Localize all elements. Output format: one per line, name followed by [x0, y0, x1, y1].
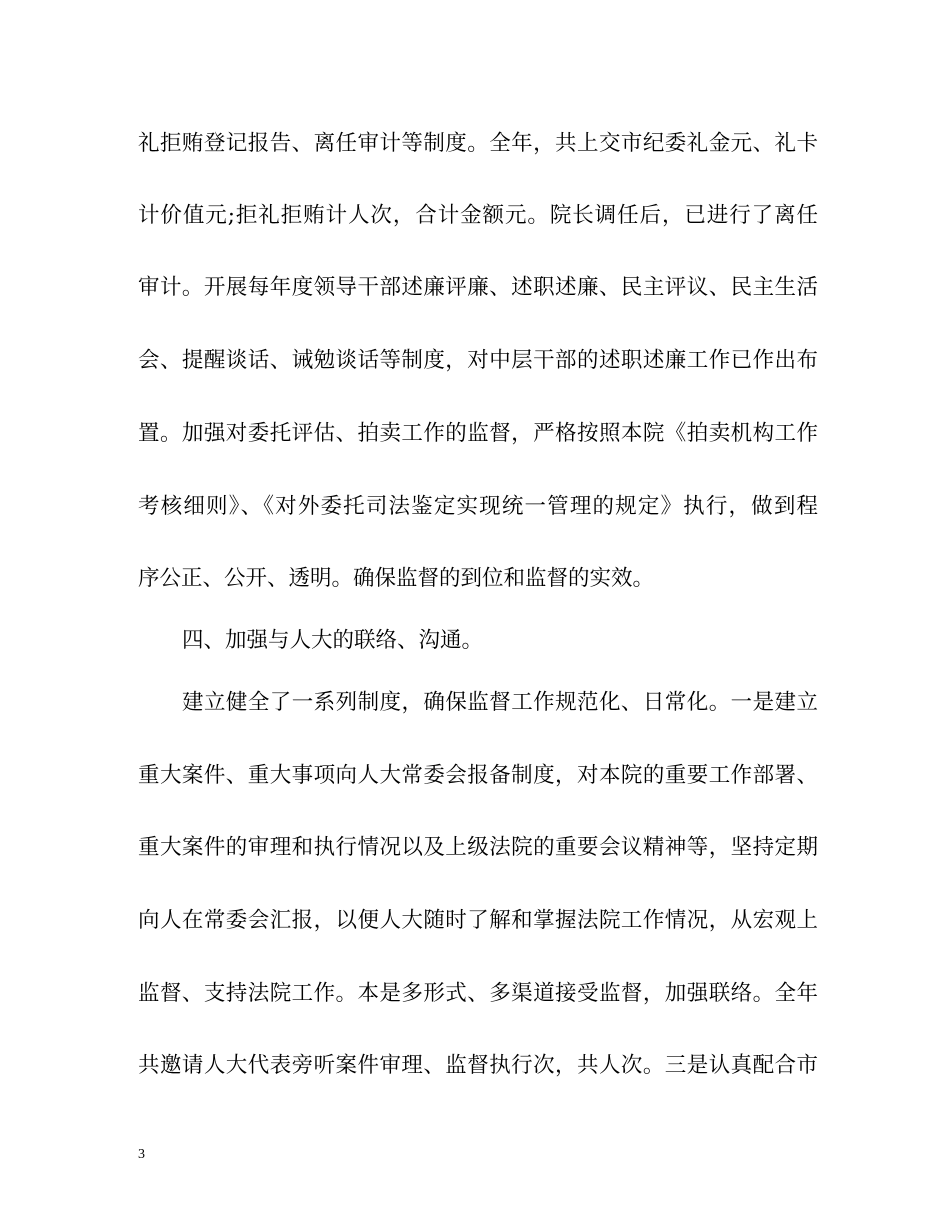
body-text-line: 考核细则》、《对外委托司法鉴定实现统一管理的规定》执行，做到程 — [138, 494, 818, 519]
body-text-line: 礼拒贿登记报告、离任审计等制度。全年，共上交市纪委礼金元、礼卡 — [138, 131, 818, 156]
page-number: 3 — [138, 1147, 145, 1162]
body-text-line: 审计。开展每年度领导干部述廉评廉、述职述廉、民主评议、民主生活 — [138, 275, 818, 300]
body-text-line: 计价值元;拒礼拒贿计人次，合计金额元。院长调任后，已进行了离任 — [138, 203, 818, 228]
body-text-line: 会、提醒谈话、诫勉谈话等制度，对中层干部的述职述廉工作已作出布 — [138, 348, 818, 373]
body-text-line: 重大案件的审理和执行情况以及上级法院的重要会议精神等，坚持定期 — [138, 835, 818, 860]
body-text-line: 监督、支持法院工作。本是多形式、多渠道接受监督，加强联络。全年 — [138, 981, 818, 1006]
body-text-line: 置。加强对委托评估、拍卖工作的监督，严格按照本院《拍卖机构工作 — [138, 421, 818, 446]
body-text-line: 重大案件、重大事项向人大常委会报备制度，对本院的重要工作部署、 — [138, 763, 818, 788]
body-text-line: 向人在常委会汇报，以便人大随时了解和掌握法院工作情况，从宏观上 — [138, 908, 818, 933]
body-text-line: 共邀请人大代表旁听案件审理、监督执行次，共人次。三是认真配合市 — [138, 1053, 818, 1078]
paragraph-first-line: 建立健全了一系列制度，确保监督工作规范化、日常化。一是建立 — [182, 690, 818, 715]
section-heading: 四、加强与人大的联络、沟通。 — [182, 628, 484, 653]
body-text-line: 序公正、公开、透明。确保监督的到位和监督的实效。 — [138, 566, 655, 591]
